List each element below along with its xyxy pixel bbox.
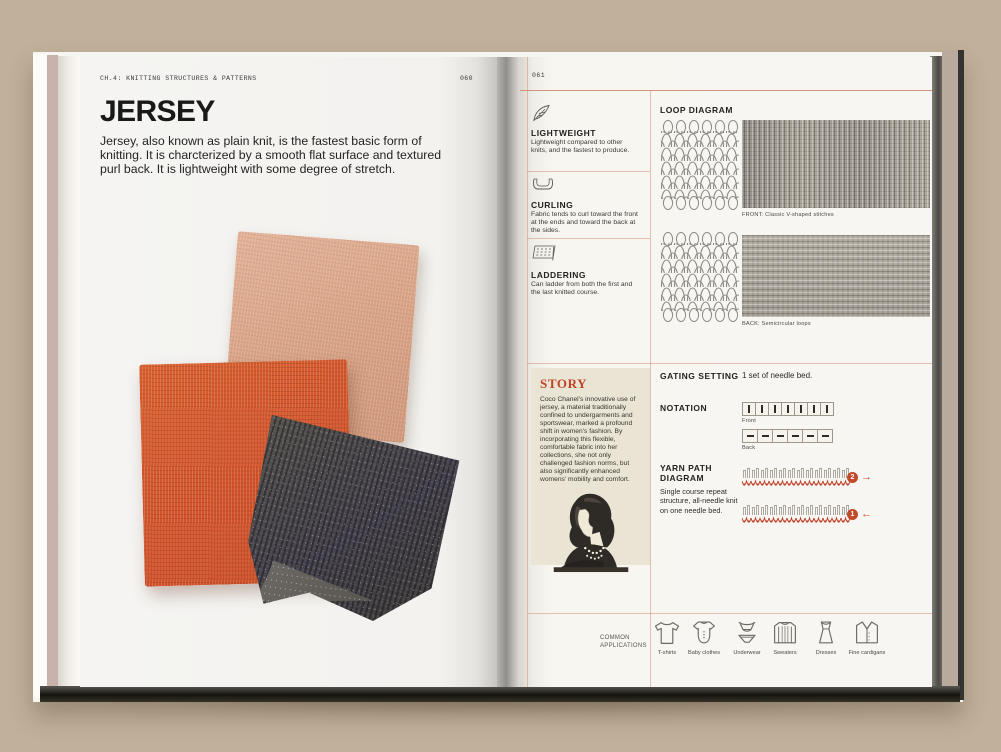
running-header: CH.4: KNITTING STRUCTURES & PATTERNS [100,75,257,82]
notation-back-label: Back [742,445,756,451]
book-endpaper-edge-left [47,55,58,697]
notation-label: NOTATION [660,403,708,413]
course-1-marker [847,509,872,520]
column-rule-vertical [650,90,651,687]
notation-cell [756,402,769,416]
coco-chanel-illustration [540,487,641,573]
property-title-curling: CURLING [531,200,574,210]
baby-clothes-icon [689,618,719,648]
yarn-path-description: Single course repeat structure, all-needle knit on one needle bed. [660,487,738,515]
page-number-right: 061 [532,72,546,79]
gating-setting-value: 1 set of needle bed. [742,371,813,380]
application-sweaters [763,618,807,656]
yarn-path-label: YARN PATH DIAGRAM [660,463,713,483]
page-title: JERSEY [100,95,215,128]
story-body: Coco Chanel's innovative use of jersey, a material traditionally confined to undergarments and sportswear, marked a profound shift in women's fashion. By incorporating this flexible, comfortable fabric into her collections, she not only challenged fashion norms, but also significantly enhanced womens' mobility and comfort. [540,396,636,483]
property-desc-curling: Fabric tends to curl toward the front at the ends and toward the back at the sides. [531,211,638,235]
divider-bottom [527,613,932,614]
notation-cell [788,429,803,443]
laddering-icon [531,244,559,263]
application-label: Baby clothes [687,650,721,656]
front-fabric-photo [742,120,930,208]
page-number-left: 060 [459,75,473,82]
sweater-icon [770,618,800,648]
loop-diagram-front-drawing [660,119,740,211]
notation-cell [773,429,788,443]
notation-cell [818,429,833,443]
notation-front-row [742,402,834,424]
yarn-path-diagram-course-1 [742,504,850,527]
intro-paragraph: Jersey, also known as plain knit, is the fastest basic form of knitting. It is charcterized by a smooth flat surface and textured purl back. It is lightweight with some degree of stretch. [100,134,442,176]
feather-icon [531,103,552,123]
back-photo-caption: BACK: Semicircular loops [742,321,811,327]
divider-curling-laddering [527,238,650,239]
gating-setting-label: GATING SETTING [660,371,739,381]
notation-front-label: Front [742,418,757,424]
notation-back-row [742,429,833,451]
notation-cell [795,402,808,416]
right-page [520,57,932,687]
book-cover-edge-left [33,54,47,698]
left-page [80,57,497,687]
arrow-left-icon: ← [861,508,872,520]
story-title: STORY [540,376,588,391]
notation-cell [821,402,834,416]
notation-cell [742,429,758,443]
front-photo-caption: FRONT: Classic V-shaped stitches [742,212,834,218]
book-bottom-edge [40,686,960,702]
book-cover-edge-right [942,50,958,698]
notation-cell [769,402,782,416]
divider-mid [527,363,932,364]
application-fine-cardigans [845,618,889,656]
property-desc-laddering: Can ladder from both the first and the last knitted course. [531,281,633,297]
gray-swatch-fold [255,547,385,621]
loop-diagram-back-drawing [660,231,740,323]
header-rule [520,90,932,91]
notation-cell [808,402,821,416]
underwear-icon [732,618,762,648]
notation-cell [803,429,818,443]
course-2-number: 2 [847,472,858,483]
book-cover-spine-right [958,50,964,700]
application-label: Sweaters [773,650,797,656]
notation-cell [782,402,795,416]
dress-icon [811,618,841,648]
application-label: Dresses [815,650,837,656]
application-label: T-shirts [657,650,677,656]
divider-lightweight-curling [527,171,650,172]
cardigan-icon [852,618,882,648]
course-1-number: 1 [847,509,858,520]
tshirt-icon [652,618,682,648]
margin-rule-vertical [527,57,528,687]
property-title-lightweight: LIGHTWEIGHT [531,128,596,138]
arrow-right-icon: → [861,471,872,483]
application-label: Underwear [733,650,761,656]
application-baby-clothes [682,618,726,656]
notation-cell [742,402,756,416]
application-label: Fine cardigans [848,650,886,656]
notation-cell [758,429,773,443]
property-desc-lightweight: Lightweight compared to other knits, and the fastest to produce. [531,139,630,155]
gray-knit-swatch [240,412,463,630]
back-fabric-photo [742,235,930,317]
yarn-path-diagram-course-2 [742,467,850,490]
application-dresses [804,618,848,656]
book-gutter [497,57,520,687]
course-2-marker [847,472,872,483]
curling-icon [531,176,555,193]
story-box [531,368,650,565]
common-applications-label: COMMON APPLICATIONS [600,635,647,649]
property-title-laddering: LADDERING [531,270,587,280]
loop-diagram-title: LOOP DIAGRAM [660,105,733,115]
page-stack-left [58,56,80,696]
